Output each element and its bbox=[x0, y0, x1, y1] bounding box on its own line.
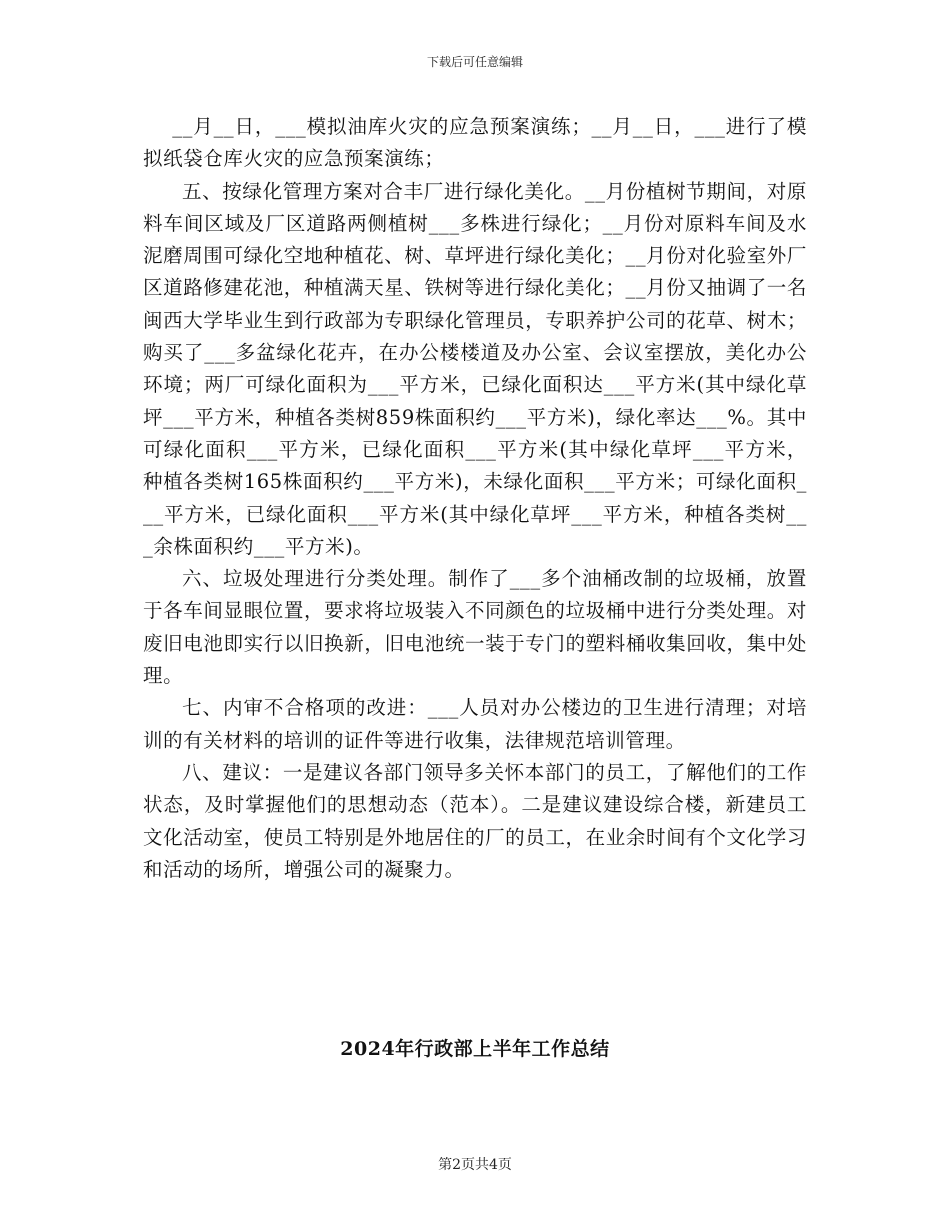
paragraph-audit: 七、内审不合格项的改进：___人员对办公楼边的卫生进行清理；对培训的有关材料的培训的证件等进行收集，法律规范培训管理。 bbox=[143, 696, 807, 752]
document-title: 2024年行政部上半年工作总结 bbox=[340, 1038, 610, 1060]
paragraph-drill-dates: __月__日，___模拟油库火灾的应急预案演练；__月__日，___进行了模拟纸袋仓库火灾的应急预案演练； bbox=[143, 115, 807, 171]
paragraph-suggestions: 八、建议：一是建议各部门领导多关怀本部门的员工，了解他们的工作状态，及时掌握他们的思想动态（范本）。二是建议建设综合楼，新建员工文化活动室，使员工特别是外地居住的厂的员工，在业余时间有个文化学习和活动的场所，增强公司的凝聚力。 bbox=[143, 760, 807, 881]
paragraph-greening: 五、按绿化管理方案对合丰厂进行绿化美化。__月份植树节期间，对原料车间区域及厂区道路两侧植树___多株进行绿化；__月份对原料车间及水泥磨周围可绿化空地种植花、树、草坪进行绿化美化；__月份对化验室外厂区道路修建花池，种植满天星、铁树等进行绿化美化；__月份又抽调了一名闽西大学毕业生到行政部为专职绿化管理员，专职养护公司的花草、树木；购买了___多盆绿化花卉，在办公楼楼道及办公室、会议室摆放，美化办公环境；两厂可绿化面积为___平方米，已绿化面积达___平方米(其中绿化草坪___平方米，种植各类树859株面积约___平方米)，绿化率达___%。其中可绿化面积___平方米，已绿化面积___平方米(其中绿化草坪___平方米，种植各类树165株面积约___平方米)，未绿化面积___平方米；可绿化面积___平方米，已绿化面积___平方米(其中绿化草坪___平方米，种植各类树___余株面积约___平方米)。 bbox=[143, 179, 807, 558]
document-body bbox=[143, 111, 807, 886]
page-header: 下载后可任意编辑 bbox=[426, 55, 523, 69]
paragraph-garbage: 六、垃圾处理进行分类处理。制作了___多个油桶改制的垃圾桶，放置于各车间显眼位置，要求将垃圾装入不同颜色的垃圾桶中进行分类处理。对废旧电池即实行以旧换新，旧电池统一装于专门的塑料桶收集回收，集中处理。 bbox=[143, 567, 807, 688]
page-number: 第2页共4页 bbox=[438, 1157, 512, 1173]
